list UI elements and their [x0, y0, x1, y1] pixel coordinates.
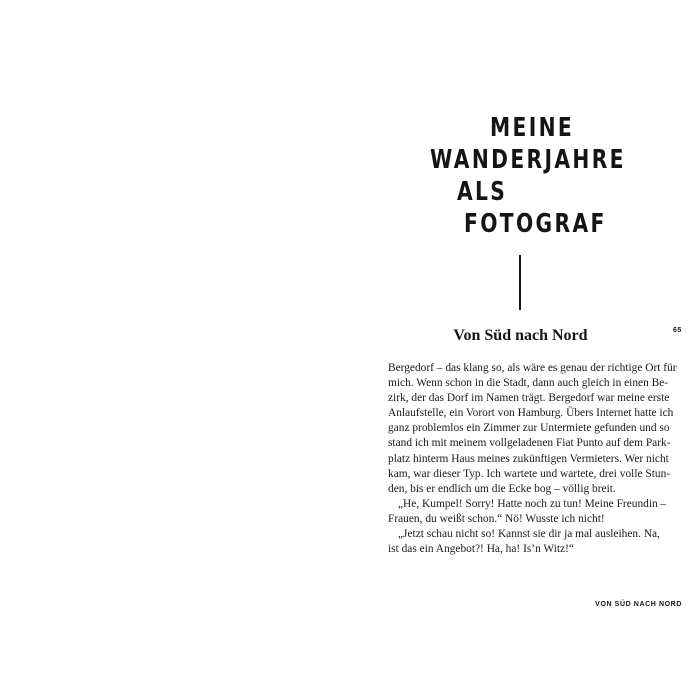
- chapter-title-line: ALS: [457, 177, 508, 207]
- body-line: Anlaufstelle, ein Vorort von Hamburg. Übers Internet hatte ich: [388, 407, 674, 420]
- section-heading: Von Süd nach Nord: [453, 327, 588, 344]
- running-footer: VON SÜD NACH NORD: [595, 601, 682, 608]
- body-line: Bergedorf – das klang so, als wäre es genau der richtige Ort für: [388, 362, 677, 374]
- chapter-title-line: FOTOGRAF: [464, 209, 607, 239]
- body-line: den, bis er endlich um die Ecke bog – völlig breit.: [388, 482, 616, 495]
- body-line: „Jetzt schau nicht so! Kannst sie dir ja mal ausleihen. Na,: [398, 528, 660, 541]
- chapter-title-line: MEINE: [490, 113, 575, 143]
- body-text: [388, 361, 677, 557]
- body-line: ist das ein Angebot?! Ha, ha! Is’n Witz!“: [388, 543, 574, 556]
- body-line: Frauen, du weißt schon.“ Nö! Wusste ich nicht!: [388, 512, 605, 525]
- body-line: stand ich mit meinem vollgeladenen Fiat Punto auf dem Park-: [388, 437, 671, 450]
- chapter-title: [400, 112, 640, 240]
- body-line: ganz problemlos ein Zimmer zur Untermiete gefunden und so: [388, 422, 670, 435]
- body-line: „He, Kumpel! Sorry! Hatte noch zu tun! Meine Freundin –: [398, 497, 667, 510]
- chapter-title-line: WANDERJAHRE: [430, 145, 626, 175]
- vertical-divider: [519, 255, 521, 310]
- body-line: zirk, der das Dorf im Namen trägt. Bergedorf war meine erste: [388, 392, 670, 405]
- body-line: platz hinterm Haus meines zukünftigen Vermieters. Wer nicht: [388, 452, 669, 465]
- page-number: 65: [673, 327, 682, 334]
- body-line: kam, war dieser Typ. Ich wartete und wartete, drei volle Stun-: [388, 467, 671, 480]
- body-line: mich. Wenn schon in die Stadt, dann auch gleich in einen Be-: [388, 377, 669, 390]
